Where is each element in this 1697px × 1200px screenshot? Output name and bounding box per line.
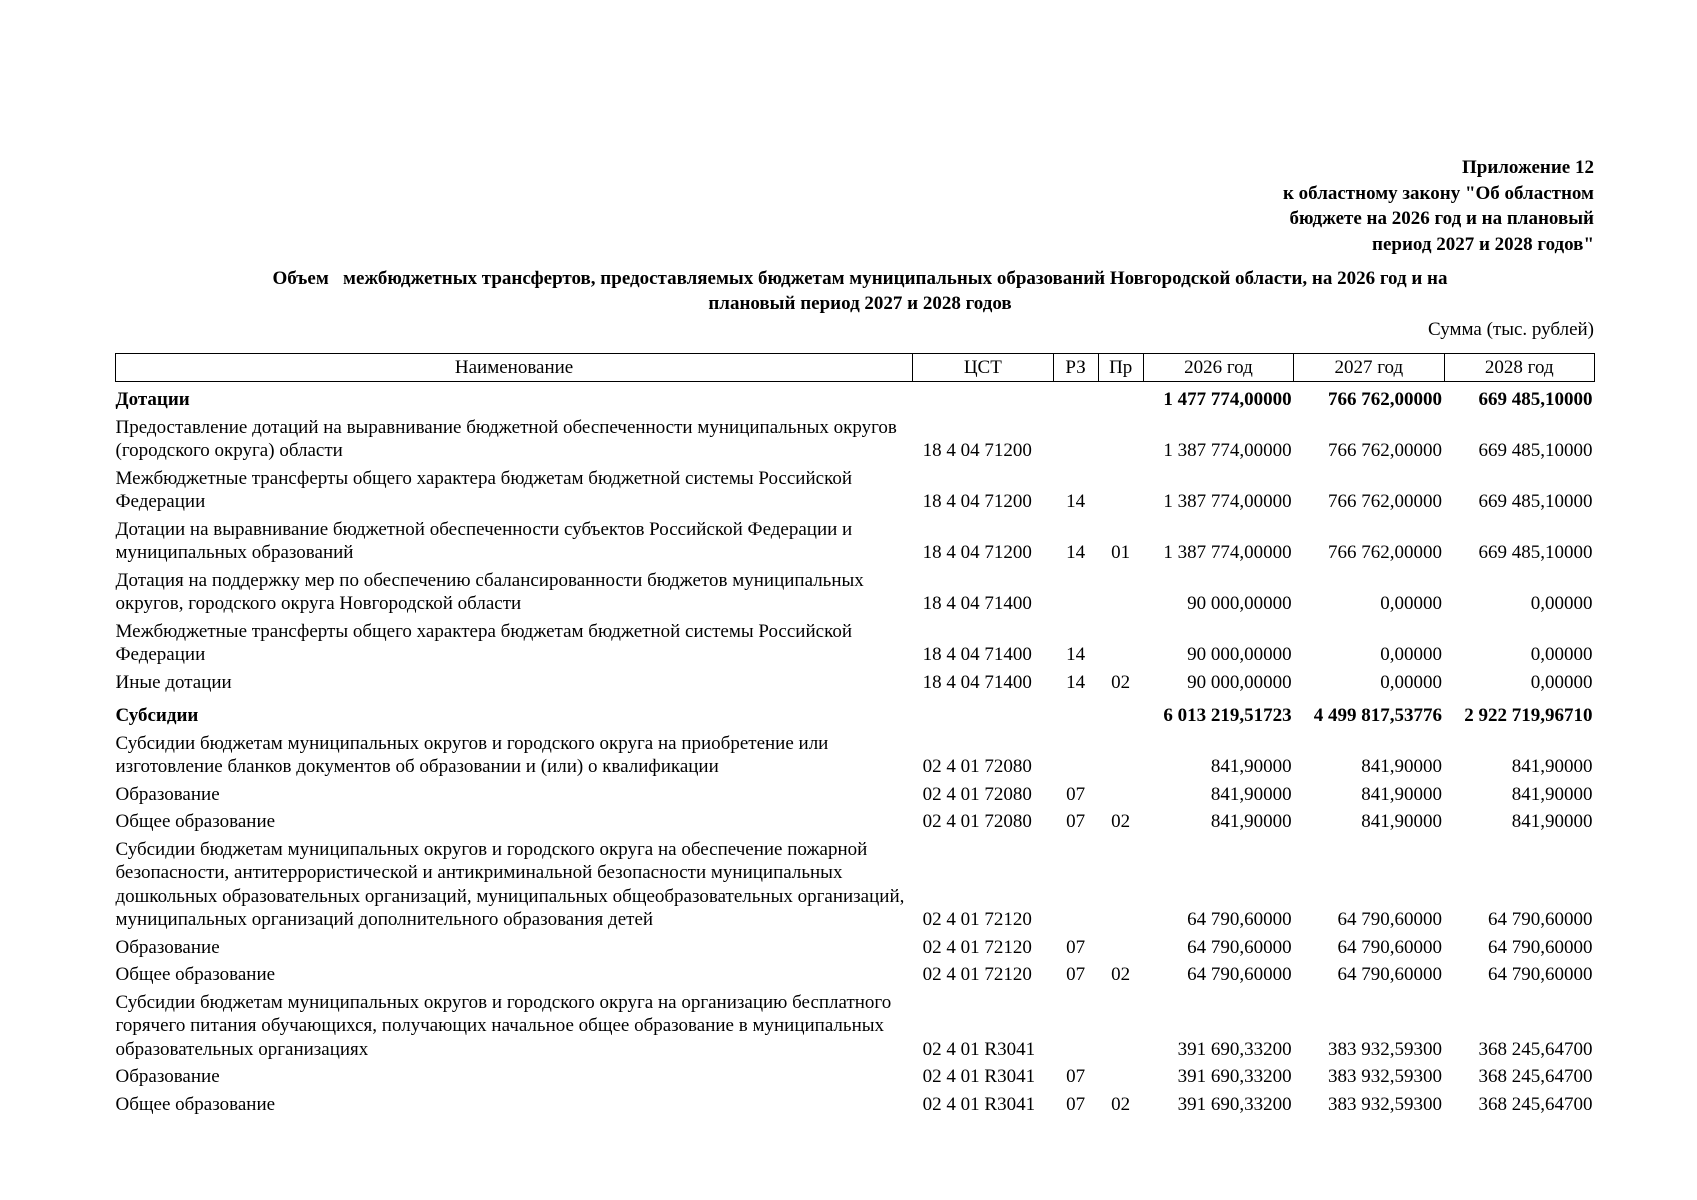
cell-pr <box>1098 730 1143 781</box>
cell-name: Общее образование <box>115 811 276 832</box>
cell-name: Межбюджетные трансферты общего характера бюджетам бюджетной системы Российской Федерации <box>115 620 853 665</box>
cell-2026: 90 000,00000 <box>1187 644 1292 665</box>
cell-rz: 14 <box>1066 644 1086 665</box>
cell-name: Дотации <box>115 389 190 410</box>
appendix-line: к областному закону "Об областном <box>1282 182 1594 204</box>
cell-2026: 841,90000 <box>1210 783 1292 805</box>
cell-rz: 07 <box>1066 783 1086 805</box>
cell-2028: 368 245,64700 <box>1478 1066 1593 1087</box>
cell-2028: 368 245,64700 <box>1478 1038 1593 1060</box>
cell-pr: 01 <box>1111 542 1131 563</box>
cell-pr: 02 <box>1111 671 1131 693</box>
cell-pr <box>1098 934 1143 962</box>
cell-name: Общее образование <box>115 1093 276 1115</box>
cell-2027: 841,90000 <box>1361 783 1443 805</box>
cell-rz <box>1053 414 1098 465</box>
cell-2027: 0,00000 <box>1380 671 1443 693</box>
cell-2026: 6 013 219,51723 <box>1163 705 1292 726</box>
cell-cst: 02 4 01 72080 <box>922 756 1032 777</box>
cell-rz <box>1053 696 1098 730</box>
cell-cst: 18 4 04 71200 <box>922 440 1032 461</box>
document-title-line: плановый период 2027 и 2028 годов <box>708 293 1012 314</box>
cell-2028: 669 485,10000 <box>1478 389 1593 410</box>
cell-2026: 64 790,60000 <box>1187 909 1292 930</box>
cell-2026: 64 790,60000 <box>1187 936 1292 958</box>
cell-2028: 841,90000 <box>1511 811 1593 832</box>
cell-cst: 02 4 01 72120 <box>922 936 1032 958</box>
cell-name: Субсидии бюджетам муниципальных округов и городского округа на организацию бесплатного горячего питания обучающихся, получающих начальное общее образование в муниципальных образовательных организациях <box>115 991 892 1060</box>
cell-pr <box>1098 1063 1143 1091</box>
header-rz: РЗ <box>1053 354 1098 382</box>
appendix-line: Приложение 12 <box>1461 157 1594 178</box>
header-2028: 2028 год <box>1444 354 1594 382</box>
cell-name: Субсидии <box>115 705 199 726</box>
cell-2027: 0,00000 <box>1380 644 1443 665</box>
cell-name: Образование <box>115 1066 220 1087</box>
cell-rz: 07 <box>1066 964 1086 985</box>
cell-pr: 02 <box>1111 964 1131 985</box>
cell-2028: 64 790,60000 <box>1488 936 1593 958</box>
cell-cst: 02 4 01 72080 <box>922 783 1032 805</box>
cell-rz: 14 <box>1066 491 1086 512</box>
cell-2028: 2 922 719,96710 <box>1464 705 1593 726</box>
cell-cst <box>913 382 1053 414</box>
table-row <box>116 516 1595 567</box>
cell-2027: 4 499 817,53776 <box>1313 705 1443 726</box>
cell-pr <box>1098 382 1143 414</box>
table-row <box>116 989 1595 1064</box>
cell-cst: 02 4 01 72080 <box>922 811 1032 832</box>
cell-2028: 368 245,64700 <box>1478 1093 1593 1115</box>
cell-pr <box>1098 781 1143 809</box>
cell-cst: 18 4 04 71400 <box>922 644 1032 665</box>
cell-2026: 90 000,00000 <box>1187 671 1292 693</box>
cell-2027: 841,90000 <box>1361 811 1443 832</box>
cell-rz: 07 <box>1066 811 1086 832</box>
table-row <box>116 382 1595 414</box>
table-row <box>116 808 1595 836</box>
table-header-row <box>116 354 1595 382</box>
table-row <box>116 465 1595 516</box>
cell-2026: 64 790,60000 <box>1187 964 1292 985</box>
cell-2026: 1 477 774,00000 <box>1163 389 1292 410</box>
table-row <box>116 730 1595 781</box>
cell-name: Образование <box>115 783 220 805</box>
document-title-line: Объем межбюджетных трансфертов, предоставляемых бюджетам муниципальных образований Новгородской области, на 2026 год и на <box>272 268 1448 289</box>
cell-rz <box>1053 567 1098 618</box>
table-row <box>116 836 1595 934</box>
cell-name: Иные дотации <box>115 671 232 693</box>
cell-2028: 64 790,60000 <box>1488 909 1593 930</box>
cell-name: Субсидии бюджетам муниципальных округов и городского округа на приобретение или изготовление бланков документов об образовании и (или) о квалификации <box>115 732 829 777</box>
cell-pr <box>1098 465 1143 516</box>
cell-pr <box>1098 989 1143 1064</box>
cell-rz <box>1053 730 1098 781</box>
cell-2028: 669 485,10000 <box>1478 542 1593 563</box>
cell-pr: 02 <box>1111 811 1131 832</box>
cell-2027: 64 790,60000 <box>1337 909 1443 930</box>
cell-2026: 391 690,33200 <box>1177 1066 1292 1087</box>
cell-rz <box>1053 989 1098 1064</box>
cell-2027: 64 790,60000 <box>1337 964 1443 985</box>
cell-2026: 1 387 774,00000 <box>1163 491 1292 512</box>
cell-cst: 18 4 04 71400 <box>922 671 1032 693</box>
cell-rz: 07 <box>1066 1066 1086 1087</box>
header-cst: ЦСТ <box>913 354 1053 382</box>
cell-name: Образование <box>115 936 220 958</box>
cell-rz <box>1053 836 1098 934</box>
cell-2028: 841,90000 <box>1511 783 1593 805</box>
cell-rz: 14 <box>1066 542 1086 563</box>
cell-2027: 383 932,59300 <box>1328 1093 1443 1115</box>
table-row <box>116 696 1595 730</box>
cell-name: Общее образование <box>115 964 276 985</box>
header-pr: Пр <box>1098 354 1143 382</box>
cell-cst: 02 4 01 R3041 <box>922 1066 1036 1087</box>
cell-name: Субсидии бюджетам муниципальных округов и городского округа на обеспечение пожарной безопасности, антитеррористической и антикриминальной безопасности муниципальных дошкольных образовательных организаций, муниципальных общеобразовательных организаций, муниципальных организаций дополнительного образования детей <box>115 838 905 930</box>
cell-2027: 64 790,60000 <box>1337 936 1443 958</box>
cell-2026: 841,90000 <box>1210 756 1292 777</box>
cell-pr: 02 <box>1111 1093 1131 1115</box>
cell-pr <box>1098 414 1143 465</box>
cell-pr <box>1098 696 1143 730</box>
table-row <box>116 781 1595 809</box>
cell-2026: 391 690,33200 <box>1177 1038 1292 1060</box>
cell-name: Межбюджетные трансферты общего характера бюджетам бюджетной системы Российской Федерации <box>115 467 853 512</box>
cell-2028: 669 485,10000 <box>1478 491 1593 512</box>
cell-pr <box>1098 618 1143 669</box>
table-row <box>116 618 1595 669</box>
cell-2027: 383 932,59300 <box>1328 1066 1443 1087</box>
cell-name: Предоставление дотаций на выравнивание бюджетной обеспеченности муниципальных округов (городского округа) области <box>115 416 897 461</box>
cell-rz: 07 <box>1066 936 1086 958</box>
cell-2026: 841,90000 <box>1210 811 1292 832</box>
cell-2027: 766 762,00000 <box>1328 440 1443 461</box>
cell-cst: 18 4 04 71200 <box>922 491 1032 512</box>
table-row <box>116 934 1595 962</box>
table-row <box>116 1091 1595 1119</box>
cell-2027: 841,90000 <box>1361 756 1443 777</box>
cell-rz: 14 <box>1066 671 1086 693</box>
cell-pr <box>1098 836 1143 934</box>
appendix-line: бюджете на 2026 год и на плановый <box>1289 208 1594 229</box>
table-row <box>116 1063 1595 1091</box>
cell-name: Дотации на выравнивание бюджетной обеспеченности субъектов Российской Федерации и муниципальных образований <box>115 518 853 563</box>
cell-cst: 02 4 01 R3041 <box>922 1093 1036 1115</box>
cell-2027: 766 762,00000 <box>1328 491 1443 512</box>
cell-2028: 841,90000 <box>1511 756 1593 777</box>
cell-cst <box>913 696 1053 730</box>
cell-2026: 1 387 774,00000 <box>1163 542 1292 563</box>
cell-pr <box>1098 567 1143 618</box>
cell-2028: 64 790,60000 <box>1488 964 1593 985</box>
transfers-table <box>115 353 1595 1118</box>
cell-2028: 0,00000 <box>1530 644 1593 665</box>
table-row <box>116 961 1595 989</box>
cell-cst: 18 4 04 71400 <box>922 593 1032 614</box>
header-name: Наименование <box>116 354 913 382</box>
cell-2027: 383 932,59300 <box>1328 1038 1443 1060</box>
header-2027: 2027 год <box>1294 354 1444 382</box>
cell-2027: 766 762,00000 <box>1328 542 1443 563</box>
cell-cst: 02 4 01 72120 <box>922 909 1032 930</box>
cell-rz <box>1053 382 1098 414</box>
appendix-line: период 2027 и 2028 годов" <box>1372 233 1594 255</box>
cell-name: Дотация на поддержку мер по обеспечению сбалансированности бюджетов муниципальных округов, городского округа Новгородской области <box>115 569 864 614</box>
cell-2028: 0,00000 <box>1530 593 1593 614</box>
units-label: Сумма (тыс. рублей) <box>1428 319 1594 340</box>
cell-2027: 0,00000 <box>1380 593 1443 614</box>
cell-2026: 391 690,33200 <box>1177 1093 1292 1115</box>
cell-2027: 766 762,00000 <box>1328 389 1443 410</box>
table-row <box>116 414 1595 465</box>
table-row <box>116 669 1595 697</box>
cell-2028: 669 485,10000 <box>1478 440 1593 461</box>
header-2026: 2026 год <box>1143 354 1293 382</box>
cell-2026: 90 000,00000 <box>1187 593 1292 614</box>
document-title <box>140 266 1580 316</box>
cell-cst: 18 4 04 71200 <box>922 542 1032 563</box>
appendix-block <box>1283 155 1594 257</box>
cell-rz: 07 <box>1066 1093 1086 1115</box>
cell-2026: 1 387 774,00000 <box>1163 440 1292 461</box>
cell-2028: 0,00000 <box>1530 671 1593 693</box>
cell-cst: 02 4 01 R3041 <box>922 1038 1036 1060</box>
cell-cst: 02 4 01 72120 <box>922 964 1032 985</box>
table-row <box>116 567 1595 618</box>
